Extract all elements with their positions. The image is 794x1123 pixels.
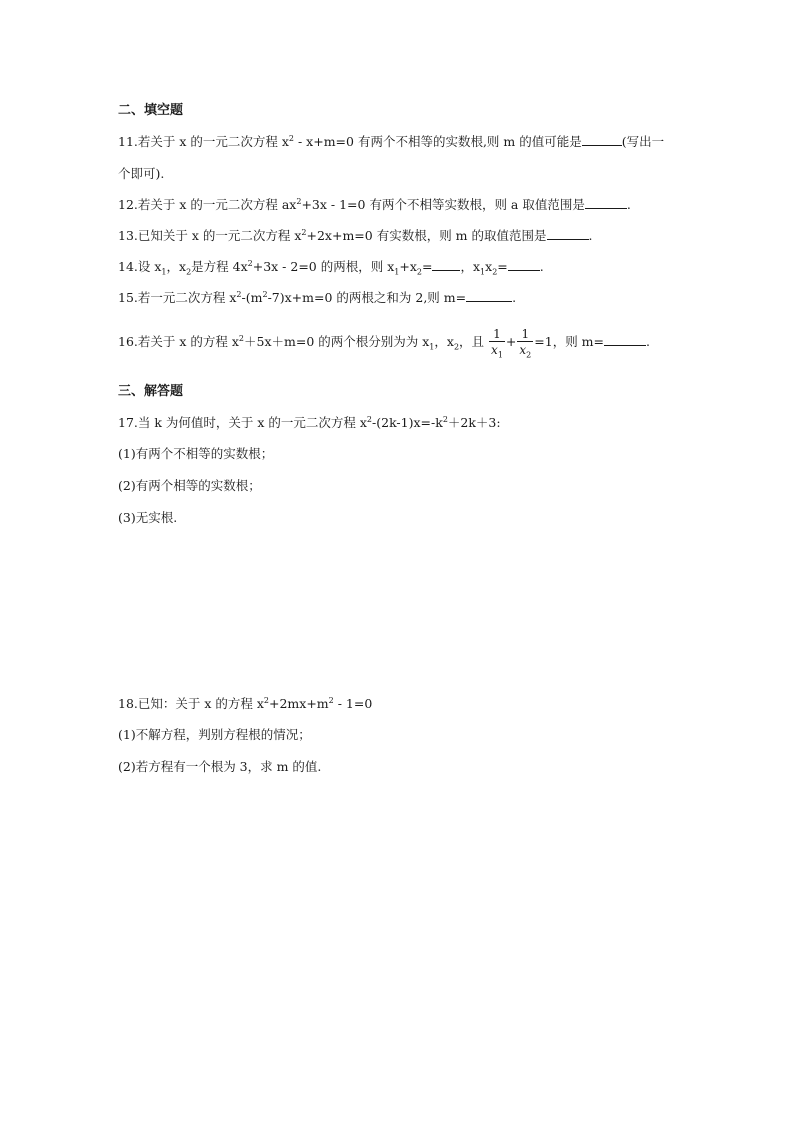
question-16: [118, 322, 650, 362]
subscript: 2: [186, 267, 192, 277]
subscript: 1: [161, 267, 167, 277]
question-11-continued: 个即可).: [118, 166, 165, 181]
fraction-1-over-x2: [517, 327, 533, 358]
section-heading-solve: 三、解答题: [118, 384, 184, 399]
subscript: 1: [497, 350, 503, 360]
subscript: 1: [480, 267, 486, 277]
superscript: 2: [328, 695, 334, 705]
answer-blank[interactable]: [582, 134, 622, 146]
question-17-part-1: (1)有两个不相等的实数根；: [118, 446, 274, 461]
q14-text: ，x: [460, 259, 481, 274]
q17-text: -(2k-1)x=-k: [372, 415, 443, 430]
plus-sign: +: [505, 334, 517, 349]
superscript: 2: [366, 414, 373, 424]
question-17-part-3: (3)无实根.: [118, 510, 178, 525]
answer-blank[interactable]: [508, 259, 540, 271]
q18-text: +2mx+m: [269, 696, 329, 711]
q12-text: .: [626, 197, 631, 212]
answer-blank[interactable]: [604, 334, 646, 346]
question-18: [118, 696, 372, 712]
superscript: 2: [262, 289, 268, 299]
q11-exp: 2: [288, 133, 294, 143]
q14-text: =: [421, 259, 433, 274]
q14-text: 是方程 4x: [191, 259, 248, 274]
subscript: 1: [429, 342, 435, 352]
superscript: 2: [236, 289, 242, 299]
question-18-part-1: (1)不解方程，判别方程根的情况；: [118, 727, 311, 742]
q14-text: 14.设 x: [118, 259, 162, 274]
q14-text: +x: [399, 259, 417, 274]
q16-text: 16.若关于 x 的方程 x: [118, 334, 239, 349]
q11-text: 11.若关于 x 的一元二次方程 x: [118, 134, 289, 149]
fraction-var: x: [491, 343, 498, 357]
superscript: 2: [263, 695, 269, 705]
subscript: 2: [526, 350, 532, 360]
question-14: [118, 259, 544, 275]
subscript: 1: [394, 267, 400, 277]
subscript: 2: [453, 342, 460, 352]
q17-text: ＋2k＋3:: [447, 415, 501, 430]
superscript: 2: [442, 414, 448, 424]
answer-blank[interactable]: [432, 259, 460, 271]
question-12: [118, 197, 631, 213]
q15-text: 15.若一元二次方程 x: [118, 290, 237, 305]
q16-text: ＋5x＋m=0 的两个根分别为为 x: [244, 334, 430, 349]
fraction-denominator: [489, 342, 505, 358]
q16-text: .: [646, 334, 650, 349]
q14-text: +3x - 2=0 的两根，则 x: [252, 259, 395, 274]
q13-exp: 2: [301, 227, 307, 237]
q13-text: .: [588, 228, 593, 243]
q13-text: +2x+m=0 有实数根，则 m 的取值范围是: [306, 228, 547, 243]
q11-text: (写出一: [621, 134, 665, 149]
q14-text: =: [497, 259, 508, 274]
question-15: [118, 290, 516, 306]
question-11: [118, 134, 664, 150]
superscript: 2: [238, 333, 244, 343]
q13-text: 13.已知关于 x 的一元二次方程 x: [118, 228, 302, 243]
answer-blank[interactable]: [466, 290, 512, 302]
subscript: 2: [492, 267, 498, 277]
answer-blank[interactable]: [547, 228, 589, 240]
q18-text: - 1=0: [333, 696, 373, 711]
subscript: 2: [416, 267, 422, 277]
q12-text: 12.若关于 x 的一元二次方程 ax: [118, 197, 297, 212]
fraction-numerator: 1: [521, 327, 530, 341]
fraction-denominator: [517, 342, 533, 358]
q14-text: x: [485, 259, 493, 274]
question-13: [118, 228, 593, 244]
q15-text: -7)x+m=0 的两根之和为 2,则 m=: [267, 290, 467, 305]
fraction-numerator: 1: [493, 327, 501, 341]
q17-text: 17.当 k 为何值时，关于 x 的一元二次方程 x: [118, 415, 367, 430]
section-heading-fill-in: 二、填空题: [118, 103, 184, 118]
question-17-part-2: (2)有两个相等的实数根；: [118, 478, 261, 493]
q12-text: +3x - 1=0 有两个不相等实数根，则 a 取值范围是: [301, 197, 585, 212]
question-17: [118, 415, 501, 431]
q14-text: ，x: [166, 259, 187, 274]
fraction-var: x: [519, 343, 527, 357]
fraction-1-over-x1: [489, 327, 505, 358]
q18-text: 18.已知：关于 x 的方程 x: [118, 696, 264, 711]
q14-text: .: [539, 259, 544, 274]
answer-blank[interactable]: [585, 197, 627, 209]
q15-text: -(m: [241, 290, 263, 305]
q15-text: .: [512, 290, 517, 305]
q11-text: - x+m=0 有两个不相等的实数根,则 m 的值可能是: [294, 134, 582, 149]
q16-text: ，x: [434, 334, 454, 349]
q12-exp: 2: [296, 196, 302, 206]
question-18-part-2: (2)若方程有一个根为 3，求 m 的值.: [118, 759, 322, 774]
superscript: 2: [247, 258, 253, 268]
q16-text: ，且: [459, 334, 485, 349]
q16-text: =1，则 m=: [534, 334, 604, 349]
